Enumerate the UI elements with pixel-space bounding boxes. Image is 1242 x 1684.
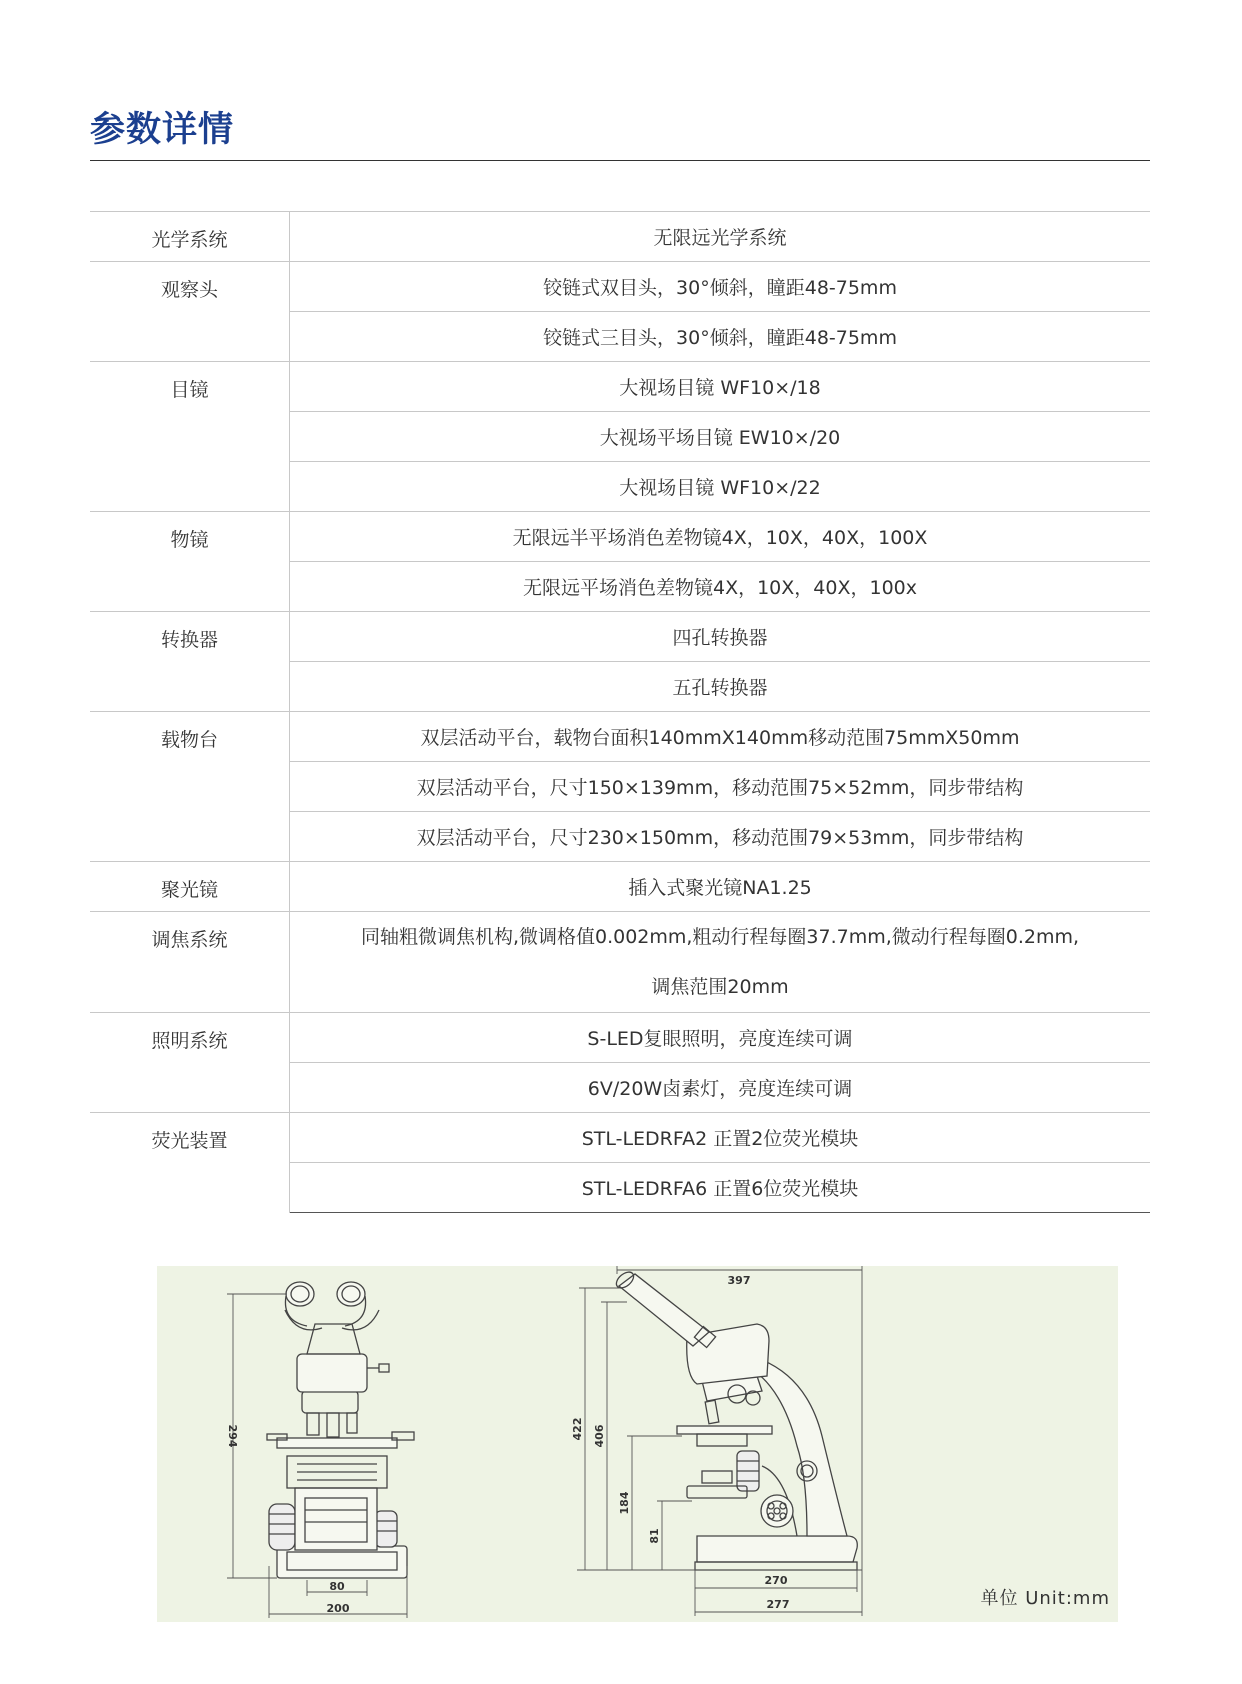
spec-value: 双层活动平台，尺寸150×139mm，移动范围75×52mm，同步带结构 [290,762,1151,812]
spec-category: 调焦系统 [90,912,290,1013]
spec-value-multiline [290,912,1151,1013]
table-row [90,1013,1150,1063]
table-row [90,612,1150,662]
spec-category: 照明系统 [90,1013,290,1113]
dim-label-side-total-width: 277 [766,1598,790,1611]
spec-value: S-LED复眼照明，亮度连续可调 [290,1013,1151,1063]
dim-label-side-stage-height: 184 [618,1491,631,1515]
table-row [90,1113,1150,1163]
spec-value: 无限远光学系统 [290,212,1151,262]
dim-label-side-arm-height: 406 [593,1424,606,1448]
microscope-drawings [157,1266,1118,1622]
spec-value: 大视场目镜 WF10×/18 [290,362,1151,412]
dim-label-front-base-width: 80 [329,1580,345,1593]
spec-category: 光学系统 [90,212,290,262]
page-title: 参数详情 [90,110,235,150]
table-row [90,912,1150,1013]
title-divider [90,160,1150,161]
spec-value-line: 同轴粗微调焦机构,微调格值0.002mm,粗动行程每圈37.7mm,微动行程每圈0.2mm, [360,926,1080,948]
spec-category: 载物台 [90,712,290,862]
spec-value: STL-LEDRFA6 正置6位荧光模块 [290,1163,1151,1213]
spec-value: 双层活动平台，载物台面积140mmX140mm移动范围75mmX50mm [290,712,1151,762]
spec-value: 6V/20W卤素灯，亮度连续可调 [290,1063,1151,1113]
spec-value: STL-LEDRFA2 正置2位荧光模块 [290,1113,1151,1163]
spec-category: 观察头 [90,262,290,362]
side-view-microscope-icon [613,1269,857,1570]
spec-value: 无限远半平场消色差物镜4X，10X，40X，100X [290,512,1151,562]
spec-category: 目镜 [90,362,290,512]
table-row [90,212,1150,262]
spec-value-line: 调焦范围20mm [651,976,789,998]
dim-label-side-base-width: 270 [764,1574,788,1587]
front-view-microscope-icon [267,1282,414,1578]
dim-label-front-total-width: 200 [326,1602,350,1615]
dim-label-front-height: 294 [226,1424,239,1448]
spec-value: 五孔转换器 [290,662,1151,712]
spec-category: 转换器 [90,612,290,712]
spec-table [90,211,1150,1213]
dim-label-side-top-width: 397 [727,1274,751,1287]
spec-value: 四孔转换器 [290,612,1151,662]
spec-value: 大视场目镜 WF10×/22 [290,462,1151,512]
spec-value: 大视场平场目镜 EW10×/20 [290,412,1151,462]
dim-label-side-total-height: 422 [571,1417,584,1441]
spec-value: 双层活动平台，尺寸230×150mm，移动范围79×53mm，同步带结构 [290,812,1151,862]
spec-category: 物镜 [90,512,290,612]
dim-label-side-base-height: 81 [648,1528,661,1544]
unit-note: 单位 Unit:mm [980,1588,1110,1609]
spec-category: 聚光镜 [90,862,290,912]
spec-value: 铰链式三目头，30°倾斜，瞳距48-75mm [290,312,1151,362]
spec-value: 无限远平场消色差物镜4X，10X，40X，100x [290,562,1151,612]
table-row [90,362,1150,412]
spec-value: 插入式聚光镜NA1.25 [290,862,1151,912]
table-row [90,712,1150,762]
table-row [90,862,1150,912]
dimension-drawing [157,1266,1118,1622]
table-row [90,512,1150,562]
spec-category: 荧光装置 [90,1113,290,1213]
table-row [90,262,1150,312]
spec-value: 铰链式双目头，30°倾斜，瞳距48-75mm [290,262,1151,312]
